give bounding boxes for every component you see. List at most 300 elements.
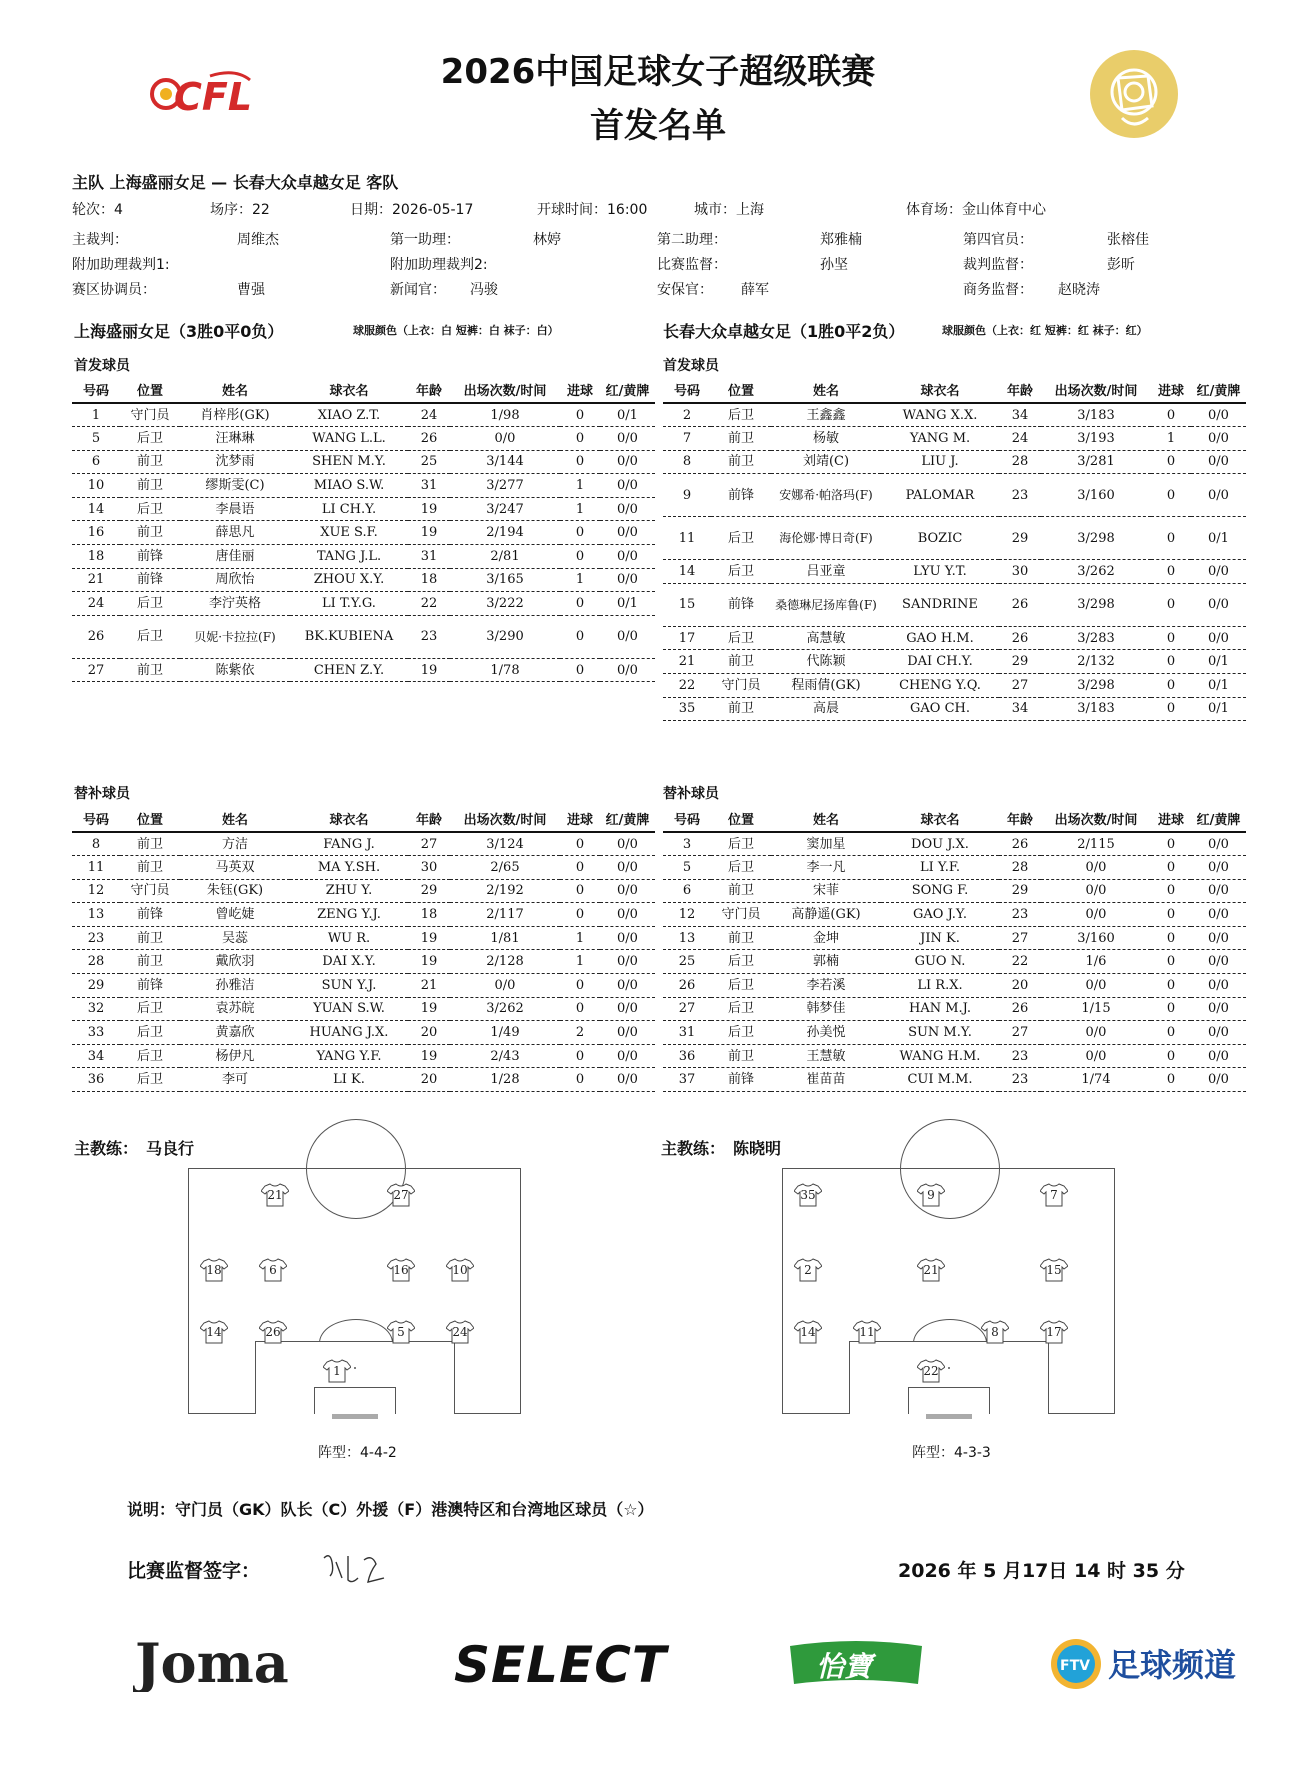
col-header: 位置 [711,381,771,403]
player-cell: 5 [663,856,711,880]
player-cell: 0/0 [1191,1021,1246,1045]
player-cell: 0/0 [600,926,655,950]
player-cell: 6 [663,879,711,903]
coordinator: 曹强 [237,282,265,298]
player-cell: 后卫 [120,1021,180,1045]
player-cell: 吴蕊 [180,926,290,950]
col-header: 位置 [120,810,180,832]
player-cell: 9 [663,474,711,517]
jersey-number: 35 [800,1188,816,1202]
cbest-logo [786,1638,926,1688]
player-cell: 0/0 [1041,903,1151,927]
jersey-number: 17 [1046,1325,1062,1339]
player-cell: 27 [999,926,1041,950]
player-cell: 23 [999,1044,1041,1068]
player-cell: 后卫 [120,615,180,658]
col-header: 位置 [120,381,180,403]
rose-emblem-logo [1088,48,1180,140]
player-cell: 20 [999,974,1041,998]
player-cell: 后卫 [711,560,771,584]
away-starters-table [663,381,1246,721]
player-cell: 1/81 [450,926,560,950]
away-formation-pitch [782,1168,1115,1414]
cfl-logo [150,70,255,120]
match-order: 场序：22 [210,202,270,218]
player-row [663,832,1246,856]
player-row [72,592,655,616]
away-coach: 陈晓明 [733,1139,782,1158]
jersey-number: 18 [206,1263,222,1277]
player-cell: 0 [1151,926,1191,950]
player-cell: 后卫 [711,403,771,427]
player-cell: 37 [663,1068,711,1092]
select-text: SELECT [454,1636,666,1692]
player-row [72,926,655,950]
player-cell: 0/0 [600,568,655,592]
player-cell: 马英双 [180,856,290,880]
col-header: 红/黄牌 [1191,810,1246,832]
jersey-number: 2 [804,1263,812,1277]
col-header: 球衣名 [290,381,408,403]
round: 轮次：4 [72,202,123,218]
player-cell: 30 [999,560,1041,584]
player-cell: 后卫 [120,1044,180,1068]
player-cell: 0/0 [1191,997,1246,1021]
player-cell: 后卫 [711,950,771,974]
player-cell: 0/0 [1191,832,1246,856]
player-cell: 23 [72,926,120,950]
player-cell: 李若溪 [771,974,881,998]
player-cell: 3/290 [450,615,560,658]
press-officer-label: 新闻官： [390,282,446,298]
player-cell: 沈梦雨 [180,450,290,474]
player-cell: 21 [408,974,450,998]
jersey-number: 10 [452,1263,468,1277]
player-cell: 3/144 [450,450,560,474]
player-cell: 33 [72,1021,120,1045]
coordinator-label: 赛区协调员： [72,282,156,298]
player-cell: 3/165 [450,568,560,592]
player-cell: 2/65 [450,856,560,880]
player-row [663,950,1246,974]
player-cell: CUI M.M. [881,1068,999,1092]
player-row [72,474,655,498]
player-cell: 18 [408,568,450,592]
col-header: 红/黄牌 [1191,381,1246,403]
ar2-label: 第二助理： [657,232,727,248]
player-cell: 23 [408,615,450,658]
player-cell: 0 [1151,560,1191,584]
player-cell: 19 [408,521,450,545]
fourth-official-label: 第四官员： [963,232,1033,248]
player-cell: 3/262 [450,997,560,1021]
player-cell: 5 [72,427,120,451]
player-cell: 前卫 [120,856,180,880]
jersey-icon [917,1258,945,1282]
player-row [663,1068,1246,1092]
away-subs-label: 替补球员 [663,786,719,802]
ftv-logo [1048,1636,1258,1692]
player-cell: 0 [560,615,600,658]
player-cell: DAI X.Y. [290,950,408,974]
cbest-text: 怡寶 [816,1650,873,1683]
player-cell: 0/0 [1191,403,1246,427]
player-cell: 24 [408,403,450,427]
player-cell: 27 [999,674,1041,698]
player-cell: 0/0 [1191,583,1246,626]
player-cell: 肖梓彤(GK) [180,403,290,427]
player-cell: 2/115 [1041,832,1151,856]
match-commissioner: 孙坚 [820,257,848,273]
player-cell: 3/298 [1041,517,1151,560]
home-starters-label: 首发球员 [74,358,130,374]
player-cell: 桑德琳尼扬库鲁(F) [771,583,881,626]
page-subtitle: 首发名单 [590,106,726,146]
player-cell: 36 [663,1044,711,1068]
player-cell: 0 [1151,856,1191,880]
jersey-number: 5 [397,1325,405,1339]
player-cell: 0 [1151,1044,1191,1068]
player-cell: 0/0 [1041,879,1151,903]
player-row [72,450,655,474]
player-cell: 3/283 [1041,626,1151,650]
player-cell: 19 [408,997,450,1021]
player-cell: 11 [663,517,711,560]
player-cell: 0/0 [600,879,655,903]
player-cell: 22 [999,950,1041,974]
player-row [663,879,1246,903]
player-cell: 0/0 [1191,626,1246,650]
player-cell: 高晨 [771,697,881,721]
player-cell: 20 [408,1021,450,1045]
player-cell: 0 [1151,674,1191,698]
player-cell: 崔苗苗 [771,1068,881,1092]
player-cell: 朱钰(GK) [180,879,290,903]
joma-text: Joma [135,1632,289,1692]
player-cell: 0 [560,879,600,903]
player-cell: 25 [663,950,711,974]
jersey-number: 16 [393,1263,409,1277]
player-cell: 窦加星 [771,832,881,856]
player-cell: 2 [560,1021,600,1045]
col-header: 球衣名 [290,810,408,832]
player-cell: 前卫 [120,450,180,474]
player-cell: 3/124 [450,832,560,856]
player-cell: 26 [999,626,1041,650]
player-cell: 1 [560,568,600,592]
home-coach: 马良行 [146,1139,195,1158]
player-cell: 后卫 [711,517,771,560]
player-cell: 29 [408,879,450,903]
player-row [663,517,1246,560]
player-cell: 0 [560,545,600,569]
player-cell: 12 [663,903,711,927]
player-cell: 曾屹婕 [180,903,290,927]
teams-line: 主队 上海盛丽女足 — 长春大众卓越女足 客队 [72,173,399,192]
player-cell: 前卫 [711,1044,771,1068]
player-row [72,879,655,903]
jersey-icon [446,1320,474,1344]
player-cell: 18 [408,903,450,927]
player-cell: WANG L.L. [290,427,408,451]
player-cell: 汪琳琳 [180,427,290,451]
player-cell: 1/49 [450,1021,560,1045]
player-cell: BK.KUBIENA [290,615,408,658]
player-cell: 方洁 [180,832,290,856]
player-cell: 陈紫依 [180,658,290,682]
player-cell: 2/43 [450,1044,560,1068]
player-cell: 0/1 [600,592,655,616]
player-cell: 21 [663,650,711,674]
aar1-label: 附加助理裁判1: [72,257,170,273]
player-cell: 0/0 [450,427,560,451]
player-cell: 0 [560,403,600,427]
jersey-number: 6 [269,1263,277,1277]
player-cell: 2/81 [450,545,560,569]
player-cell: 1 [72,403,120,427]
player-cell: 18 [72,545,120,569]
player-cell: 0 [560,658,600,682]
jersey-icon [387,1258,415,1282]
player-cell: 2/194 [450,521,560,545]
player-cell: SONG F. [881,879,999,903]
player-cell: 1/15 [1041,997,1151,1021]
player-cell: 前卫 [120,950,180,974]
jersey-icon [794,1320,822,1344]
player-cell: 32 [72,997,120,1021]
player-cell: ZHU Y. [290,879,408,903]
col-header: 年龄 [999,810,1041,832]
referee: 周维杰 [237,232,279,248]
player-cell: 0/0 [1191,974,1246,998]
player-cell: 3/298 [1041,674,1151,698]
player-cell: 代陈颖 [771,650,881,674]
col-header: 球衣名 [881,381,999,403]
player-cell: 0 [1151,474,1191,517]
player-cell: 19 [408,950,450,974]
player-cell: 袁苏皖 [180,997,290,1021]
jersey-icon [259,1258,287,1282]
player-cell: 前锋 [711,474,771,517]
home-starters-table [72,381,655,682]
player-cell: 后卫 [120,592,180,616]
player-cell: DAI CH.Y. [881,650,999,674]
player-cell: 19 [408,1044,450,1068]
player-cell: 0/0 [600,950,655,974]
player-cell: 戴欣羽 [180,950,290,974]
away-team-record: 长春大众卓越女足（1胜0平2负） [663,322,905,341]
player-cell: 27 [663,997,711,1021]
player-row [663,583,1246,626]
player-cell: 31 [408,545,450,569]
player-cell: 前卫 [120,658,180,682]
player-cell: 前锋 [711,583,771,626]
player-cell: 郭楠 [771,950,881,974]
player-cell: 前卫 [711,427,771,451]
player-cell: 23 [999,903,1041,927]
player-row [72,497,655,521]
player-row [72,521,655,545]
player-cell: 后卫 [711,1021,771,1045]
player-cell: 3/193 [1041,427,1151,451]
player-cell: 安娜希·帕洛玛(F) [771,474,881,517]
player-row [72,832,655,856]
player-cell: 前锋 [120,974,180,998]
player-row [663,474,1246,517]
player-cell: ZENG Y.J. [290,903,408,927]
player-cell: YUAN S.W. [290,997,408,1021]
col-header: 进球 [1151,381,1191,403]
player-cell: 20 [408,1068,450,1092]
player-cell: 1/74 [1041,1068,1151,1092]
player-cell: 0 [1151,517,1191,560]
player-cell: 0 [560,974,600,998]
ftv-text: FTV [1060,1658,1090,1674]
player-cell: 29 [999,650,1041,674]
col-header: 号码 [72,810,120,832]
player-cell: 0/0 [600,832,655,856]
player-cell: 22 [663,674,711,698]
player-cell: 26 [408,427,450,451]
player-cell: SHEN M.Y. [290,450,408,474]
jersey-number: 22 [923,1364,939,1378]
player-cell: 贝妮·卡拉拉(F) [180,615,290,658]
player-cell: 0/0 [600,856,655,880]
player-cell: 0 [560,427,600,451]
player-cell: 宋菲 [771,879,881,903]
jersey-number: 8 [991,1325,999,1339]
player-cell: 28 [999,450,1041,474]
away-subs-table [663,810,1246,1092]
col-header: 出场次数/时间 [450,381,560,403]
player-cell: 1/28 [450,1068,560,1092]
player-row [72,615,655,658]
player-cell: 0/0 [1191,903,1246,927]
player-cell: 3/183 [1041,403,1151,427]
player-cell: 0/1 [1191,697,1246,721]
player-cell: 3/247 [450,497,560,521]
player-cell: 唐佳丽 [180,545,290,569]
player-cell: 19 [408,658,450,682]
player-cell: 8 [663,450,711,474]
kickoff-time: 开球时间：16:00 [537,202,648,218]
player-cell: 0/0 [1191,950,1246,974]
player-cell: 海伦娜·博日奇(F) [771,517,881,560]
player-cell: WANG H.M. [881,1044,999,1068]
player-cell: 1 [560,926,600,950]
select-logo [452,1632,670,1692]
player-cell: 0/0 [1041,1021,1151,1045]
player-cell: 27 [408,832,450,856]
player-cell: 前卫 [711,697,771,721]
home-subs-table [72,810,655,1092]
player-cell: 0/0 [600,974,655,998]
player-cell: 后卫 [120,427,180,451]
player-cell: 0/0 [1191,1068,1246,1092]
jersey-icon [1040,1320,1068,1344]
player-cell: 26 [663,974,711,998]
player-cell: 0/0 [600,427,655,451]
player-cell: XUE S.F. [290,521,408,545]
player-cell: 11 [72,856,120,880]
player-cell: 12 [72,879,120,903]
player-cell: 守门员 [120,403,180,427]
player-cell: YANG Y.F. [290,1044,408,1068]
jersey-icon [259,1320,287,1344]
player-cell: 0/0 [600,545,655,569]
player-cell: 28 [72,950,120,974]
player-row [663,450,1246,474]
player-row [72,1021,655,1045]
player-cell: 守门员 [120,879,180,903]
match-date: 日期：2026-05-17 [350,202,474,218]
home-formation: 阵型：4-4-2 [318,1445,397,1461]
player-cell: 后卫 [711,997,771,1021]
player-row [72,856,655,880]
player-cell: 0 [1151,403,1191,427]
player-cell: 3 [663,832,711,856]
away-formation: 阵型：4-3-3 [912,1445,991,1461]
away-coach-label: 主教练： [661,1139,726,1158]
player-cell: 前锋 [120,545,180,569]
player-cell: 后卫 [711,856,771,880]
player-cell: 1 [560,474,600,498]
player-cell: 0 [560,903,600,927]
player-cell: 缪斯雯(C) [180,474,290,498]
player-cell: FANG J. [290,832,408,856]
player-cell: 0/0 [1191,450,1246,474]
player-row [72,974,655,998]
player-row [72,568,655,592]
player-cell: 23 [999,1068,1041,1092]
player-cell: 2/192 [450,879,560,903]
ftv-channel-text: 足球频道 [1108,1646,1237,1684]
player-cell: 0/0 [600,903,655,927]
col-header: 年龄 [408,381,450,403]
player-cell: 19 [408,926,450,950]
player-cell: GAO CH. [881,697,999,721]
player-row [72,950,655,974]
col-header: 年龄 [999,381,1041,403]
player-cell: 刘靖(C) [771,450,881,474]
jersey-icon [446,1258,474,1282]
col-header: 进球 [560,381,600,403]
player-cell: 0/1 [600,403,655,427]
player-cell: 31 [663,1021,711,1045]
player-row [72,545,655,569]
player-cell: 前卫 [120,521,180,545]
player-row [663,626,1246,650]
player-cell: LI K. [290,1068,408,1092]
legend-note: 说明：守门员（GK）队长（C）外援（F）港澳特区和台湾地区球员（☆） [127,1500,654,1519]
player-cell: HUANG J.X. [290,1021,408,1045]
player-row [663,674,1246,698]
player-cell: SUN M.Y. [881,1021,999,1045]
player-cell: 2/117 [450,903,560,927]
match-commissioner-label: 比赛监督： [657,257,727,273]
player-cell: LYU Y.T. [881,560,999,584]
player-cell: 0/0 [600,450,655,474]
player-cell: 0 [1151,626,1191,650]
fourth-official: 张榕佳 [1107,232,1149,248]
player-cell: 16 [72,521,120,545]
player-cell: 25 [408,450,450,474]
player-cell: 3/160 [1041,474,1151,517]
col-header: 进球 [560,810,600,832]
col-header: 球衣名 [881,810,999,832]
player-row [663,650,1246,674]
jersey-number: 26 [265,1325,281,1339]
